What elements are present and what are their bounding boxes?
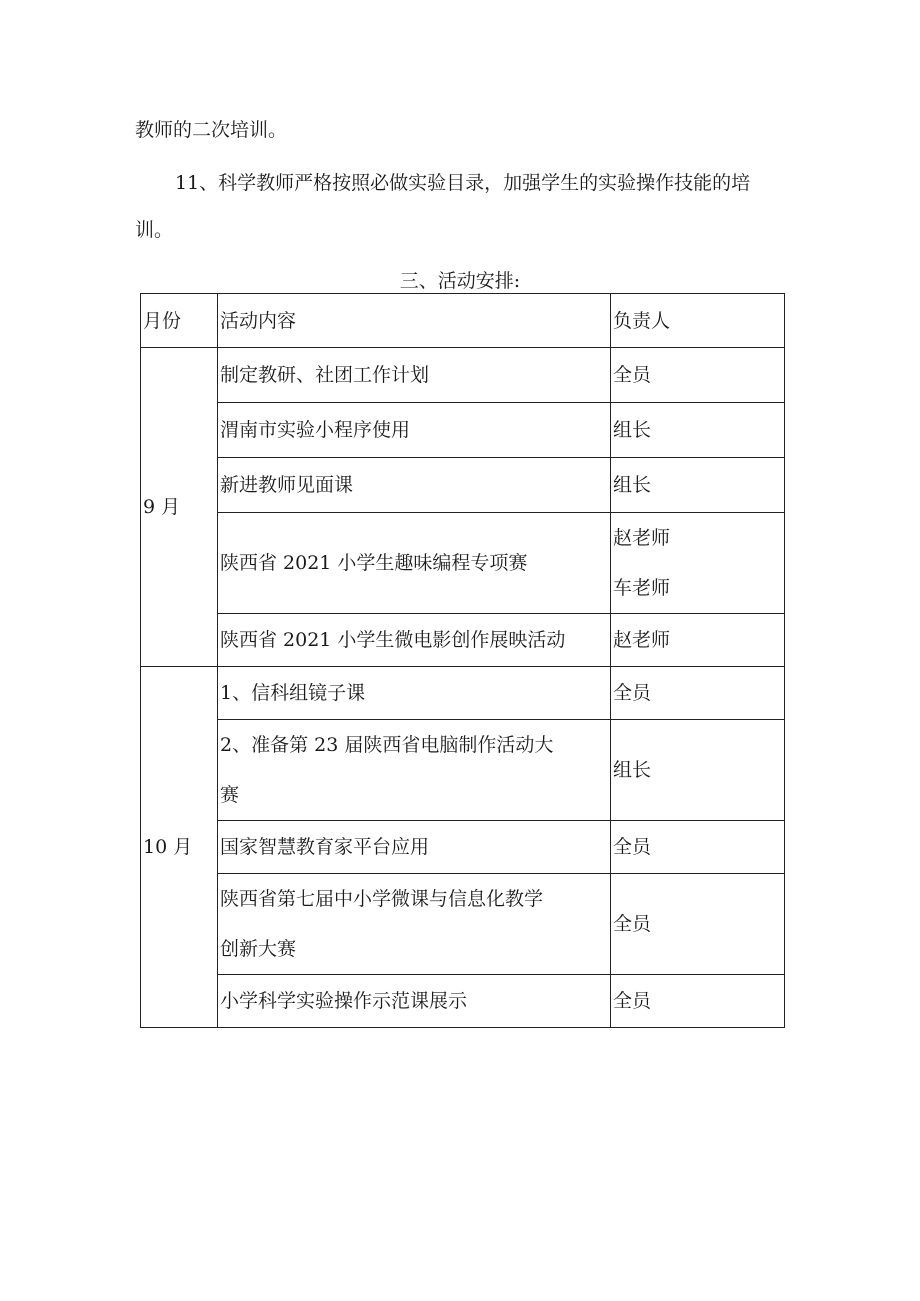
content-line: 创新大赛 (220, 938, 297, 960)
header-content: 活动内容 (218, 294, 611, 348)
content-cell (218, 720, 611, 821)
paragraph-item-11: 11、科学教师严格按照必做实验目录，加强学生的实验操作技能的培 (175, 172, 751, 194)
content-cell (218, 874, 611, 975)
owner-cell (611, 513, 785, 614)
owner-cell: 全员 (611, 821, 785, 874)
owner-cell: 组长 (611, 458, 785, 513)
table-row (141, 348, 785, 403)
content-line: 赛 (220, 784, 240, 806)
table-row (141, 821, 785, 874)
activity-schedule-table (140, 293, 785, 1028)
content-line: 陕西省第七届中小学微课与信息化教学 (220, 888, 544, 910)
owner-cell: 赵老师 (611, 614, 785, 667)
content-cell: 新进教师见面课 (218, 458, 611, 513)
table-row (141, 720, 785, 821)
section-title: 三、活动安排: (399, 270, 521, 292)
table-row (141, 458, 785, 513)
paragraph-item-11-continued: 训。 (135, 219, 174, 241)
owner-line: 赵老师 (613, 527, 671, 549)
content-cell: 小学科学实验操作示范课展示 (218, 975, 611, 1028)
table-row (141, 614, 785, 667)
table-row (141, 975, 785, 1028)
owner-line: 车老师 (613, 577, 671, 599)
owner-cell: 组长 (611, 720, 785, 821)
month-cell-september: 9 月 (141, 348, 218, 667)
owner-cell: 全员 (611, 348, 785, 403)
content-cell: 1、信科组镜子课 (218, 667, 611, 720)
content-line: 2、准备第 23 届陕西省电脑制作活动大 (220, 734, 554, 756)
owner-cell: 全员 (611, 667, 785, 720)
header-owner: 负责人 (611, 294, 785, 348)
table-row (141, 874, 785, 975)
paragraph-continuation: 教师的二次培训。 (135, 119, 288, 141)
header-month: 月份 (141, 294, 218, 348)
table-row (141, 667, 785, 720)
content-cell: 国家智慧教育家平台应用 (218, 821, 611, 874)
content-cell: 渭南市实验小程序使用 (218, 403, 611, 458)
content-cell: 制定教研、社团工作计划 (218, 348, 611, 403)
table-row (141, 513, 785, 614)
content-cell: 陕西省 2021 小学生趣味编程专项赛 (218, 513, 611, 614)
owner-cell: 组长 (611, 403, 785, 458)
table-header-row (141, 294, 785, 348)
content-cell: 陕西省 2021 小学生微电影创作展映活动 (218, 614, 611, 667)
table-row (141, 403, 785, 458)
month-cell-october: 10 月 (141, 667, 218, 1028)
owner-cell: 全员 (611, 975, 785, 1028)
owner-cell: 全员 (611, 874, 785, 975)
